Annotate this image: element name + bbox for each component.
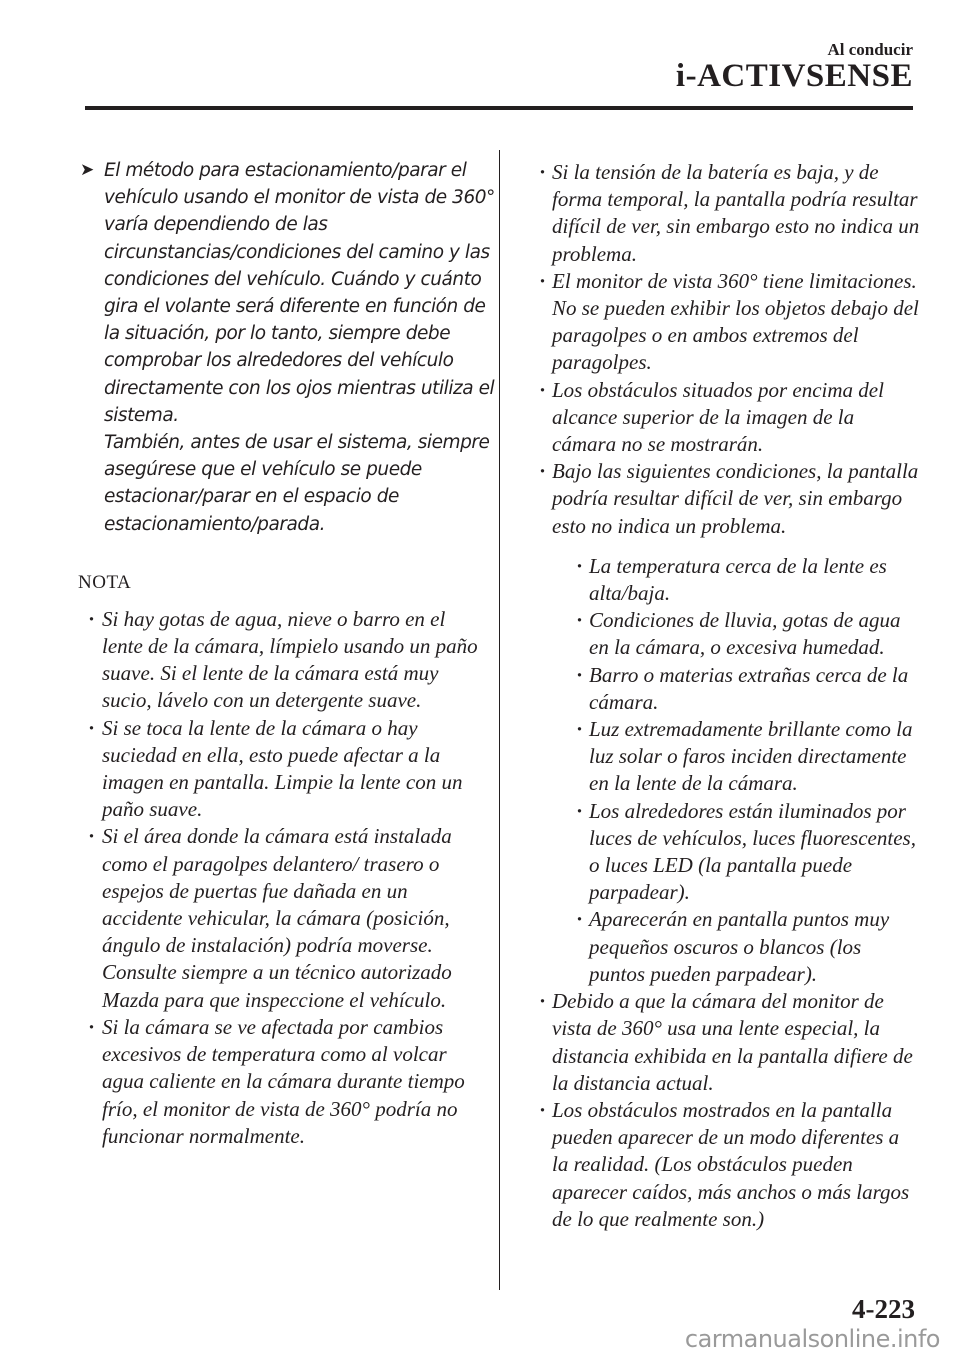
page-number: 4-223: [852, 1294, 915, 1324]
list-item: · Si la cámara se ve afectada por cambios excesivos de temperatura como al volcar agua caliente en la cámara durante tiempo frío, el monitor de vista de 360° podría no funcionar normalmente.: [78, 1014, 478, 1150]
list-item-text: Bajo las siguientes condiciones, la pantalla podría resultar difícil de ver, sin embargo esto no indica un problema.: [552, 459, 919, 538]
sub-list-item: · Los alrededores están iluminados por luces de vehículos, luces fluorescentes, o luces LED (la pantalla puede parpadear).: [552, 798, 920, 907]
sub-list-item: · Luz extremadamente brillante como la luz solar o faros inciden directamente en la lente de la cámara.: [552, 716, 920, 798]
warning-block: [78, 157, 499, 538]
list-item: · Los obstáculos situados por encima del alcance superior de la imagen de la cámara no se mostrarán.: [530, 377, 920, 459]
list-item: · Si el área donde la cámara está instalada como el paragolpes delantero/ trasero o espejos de puertas fue dañada en un accidente vehicular, la cámara (posición, ángulo de instalación) podría moverse. Consulte siempre a un técnico autorizado Mazda para que inspeccione el vehículo.: [78, 823, 478, 1013]
nota-right-list: [530, 159, 920, 1233]
header-rule: [85, 106, 913, 110]
nota-heading: NOTA: [78, 571, 132, 593]
list-item: · Debido a que la cámara del monitor de vista de 360° usa una lente especial, la distancia exhibida en la pantalla difiere de la distancia actual.: [530, 988, 920, 1097]
nota-sub-list: [552, 553, 920, 988]
sub-list-item: · Barro o materias extrañas cerca de la cámara.: [552, 662, 920, 716]
sub-list-item: · Aparecerán en pantalla puntos muy pequeños oscuros o blancos (los puntos pueden parpadear).: [552, 906, 920, 988]
nota-left-list: [78, 606, 478, 1150]
list-item: [530, 458, 920, 988]
list-item: · Si se toca la lente de la cámara o hay suciedad en ella, esto puede afectar a la imagen en pantalla. Limpie la lente con un paño suave.: [78, 715, 478, 824]
watermark-link[interactable]: carmanualsonline.info: [684, 1325, 940, 1353]
list-item: · Si la tensión de la batería es baja, y de forma temporal, la pantalla podría resultar difícil de ver, sin embargo esto no indica un problema.: [530, 159, 920, 268]
sub-list-item: · La temperatura cerca de la lente es alta/baja.: [552, 553, 920, 607]
header-section-label: Al conducir: [827, 40, 913, 59]
list-item: · El monitor de vista 360° tiene limitaciones. No se pueden exhibir los objetos debajo del paragolpes o en ambos extremos del paragolpes.: [530, 268, 920, 377]
arrow-triangle-icon: ➤: [80, 160, 94, 180]
left-column: [78, 157, 495, 1150]
header-title: i-ACTIVSENSE: [675, 58, 913, 94]
warning-text: El método para estacionamiento/parar el vehículo usando el monitor de vista de 360° varía dependiendo de las circunstancias/condiciones del camino y las condiciones del vehículo. Cuándo y cuánto gira el volante será diferente en función de la situación, por lo tanto, siempre debe comprobar los alrededores del vehículo directamente con los ojos mientras utiliza el sistema.: [104, 160, 495, 426]
list-item: · Si hay gotas de agua, nieve o barro en el lente de la cámara, límpielo usando un paño suave. Si el lente de la cámara está muy sucio, lávelo con un detergente suave.: [78, 606, 478, 715]
right-column: [530, 159, 920, 1233]
sub-list-item: · Condiciones de lluvia, gotas de agua en la cámara, o excesiva humedad.: [552, 607, 920, 661]
warning-text-2: También, antes de usar el sistema, siempre asegúrese que el vehículo se puede estacionar/parar en el espacio de estacionamiento/parada.: [104, 432, 490, 535]
column-divider: [499, 150, 500, 1290]
list-item: · Los obstáculos mostrados en la pantalla pueden aparecer de un modo diferentes a la realidad. (Los obstáculos pueden aparecer caídos, más anchos o más largos de lo que realmente son.): [530, 1097, 920, 1233]
